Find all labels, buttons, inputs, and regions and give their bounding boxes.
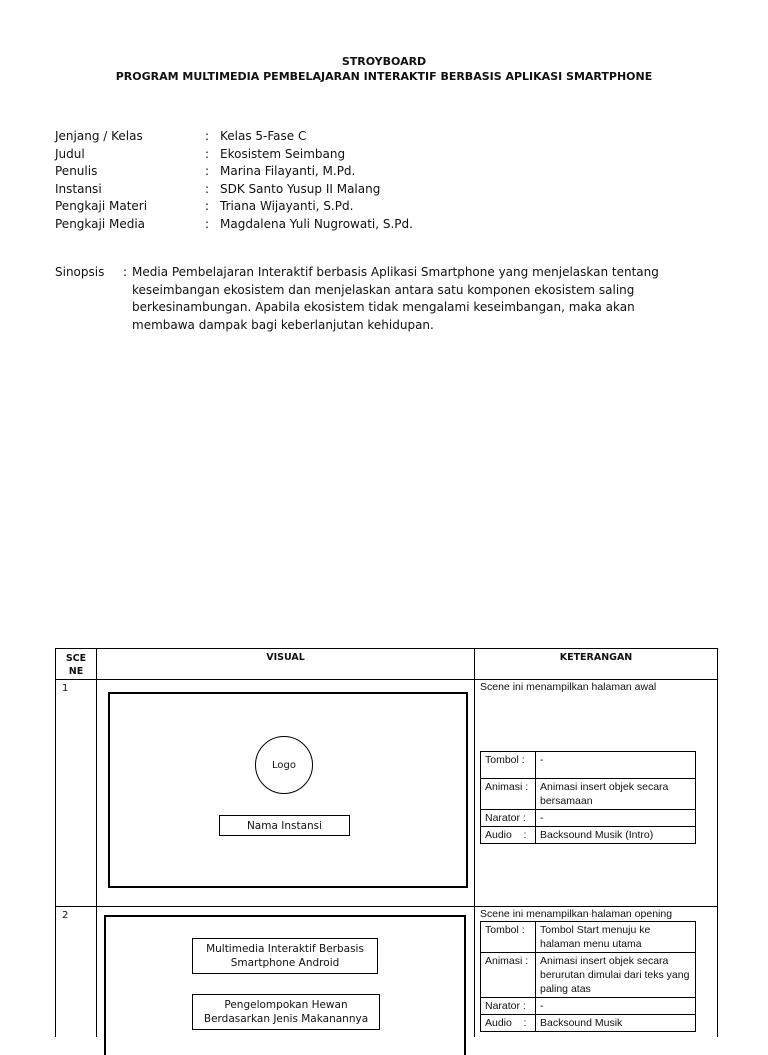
- meta-value: Kelas 5-Fase C: [220, 129, 307, 143]
- synopsis: [55, 264, 692, 334]
- detail-label: Tombol :: [481, 922, 536, 953]
- meta-key: Judul: [55, 146, 85, 161]
- meta-value: Triana Wijayanti, S.Pd.: [220, 199, 354, 213]
- detail-value: Animasi insert objek secara bersamaan: [536, 779, 696, 810]
- document-subtitle: PROGRAM MULTIMEDIA PEMBELAJARAN INTERAKTIF BERBASIS APLIKASI SMARTPHONE: [115, 70, 653, 83]
- detail-table: [480, 921, 696, 1032]
- meta-value: Magdalena Yuli Nugrowati, S.Pd.: [220, 216, 413, 231]
- meta-key: Jenjang / Kelas: [55, 129, 143, 143]
- meta-colon: :: [205, 146, 210, 161]
- meta-key: Instansi: [55, 181, 102, 196]
- meta-row: [55, 181, 413, 199]
- detail-value: -: [536, 752, 696, 779]
- document-title: STROYBOARD: [341, 55, 427, 68]
- topic-title-box: Pengelompokan Hewan Berdasarkan Jenis Makanannya: [192, 994, 380, 1030]
- metadata-list: [55, 128, 413, 233]
- detail-label: Narator :: [481, 998, 536, 1015]
- table-header: [56, 649, 717, 680]
- meta-colon: :: [205, 199, 210, 213]
- detail-value: Tombol Start menuju ke halaman menu utama: [536, 922, 696, 953]
- detail-value: Animasi insert objek secara berurutan dimulai dari teks yang paling atas: [536, 953, 696, 998]
- meta-value: Marina Filayanti, M.Pd.: [220, 164, 356, 178]
- screen-frame: [108, 692, 468, 888]
- synopsis-label: Sinopsis: [55, 265, 105, 279]
- synopsis-text: Media Pembelajaran Interaktif berbasis Aplikasi Smartphone yang menjelaskan tentang keseimbangan ekosistem dan menjelaskan antara satu komponen ekosistem saling berkesinambungan. Apabila ekosistem tidak mengalami keseimbangan, maka akan membawa dampak bagi keberlanjutan kehidupan.: [132, 265, 659, 332]
- table-row: [56, 680, 717, 907]
- detail-value: -: [536, 810, 696, 827]
- meta-row: [55, 216, 413, 234]
- document-header: [0, 54, 768, 84]
- detail-value: -: [536, 998, 696, 1015]
- header-visual: VISUAL: [97, 649, 475, 679]
- detail-label: Audio :: [481, 827, 536, 844]
- meta-colon: :: [205, 164, 210, 178]
- logo-placeholder: Logo: [255, 736, 313, 794]
- visual-cell: [97, 680, 475, 906]
- meta-value: SDK Santo Yusup II Malang: [220, 181, 381, 196]
- meta-colon: :: [205, 129, 210, 143]
- institution-name-box: Nama Instansi: [219, 815, 350, 836]
- meta-value: Ekosistem Seimbang: [220, 146, 346, 161]
- meta-row: [55, 146, 413, 164]
- meta-key: Pengkaji Materi: [55, 199, 148, 213]
- meta-colon: :: [205, 181, 210, 196]
- detail-table: [480, 751, 696, 844]
- detail-label: Animasi :: [481, 779, 536, 810]
- screen-frame: [104, 915, 466, 1055]
- detail-label: Tombol :: [481, 752, 536, 779]
- meta-row: [55, 128, 413, 146]
- meta-row: [55, 198, 413, 216]
- app-title-box: Multimedia Interaktif Berbasis Smartphone Android: [192, 938, 378, 974]
- meta-key: Penulis: [55, 164, 98, 178]
- meta-colon: :: [205, 216, 210, 231]
- scene-number: 2: [56, 907, 97, 1037]
- table-row: [56, 907, 717, 1037]
- scene-description: Scene ini menampilkan halaman awal: [480, 681, 657, 693]
- detail-label: Animasi :: [481, 953, 536, 998]
- keterangan-cell: [475, 907, 717, 1037]
- storyboard-table: [55, 648, 718, 1037]
- detail-value: Backsound Musik (Intro): [536, 827, 696, 844]
- detail-label: Narator :: [481, 810, 536, 827]
- meta-row: [55, 163, 413, 181]
- scene-description: Scene ini menampilkan halaman opening: [480, 908, 673, 920]
- header-scene: SCENE: [56, 649, 97, 679]
- meta-key: Pengkaji Media: [55, 216, 146, 231]
- scene-number: 1: [56, 680, 97, 906]
- detail-label: Audio :: [481, 1015, 536, 1032]
- header-keterangan: KETERANGAN: [559, 652, 633, 663]
- keterangan-cell: [475, 680, 717, 906]
- visual-cell: [97, 907, 475, 1037]
- detail-value: Backsound Musik: [536, 1015, 696, 1032]
- synopsis-colon: :: [123, 265, 128, 279]
